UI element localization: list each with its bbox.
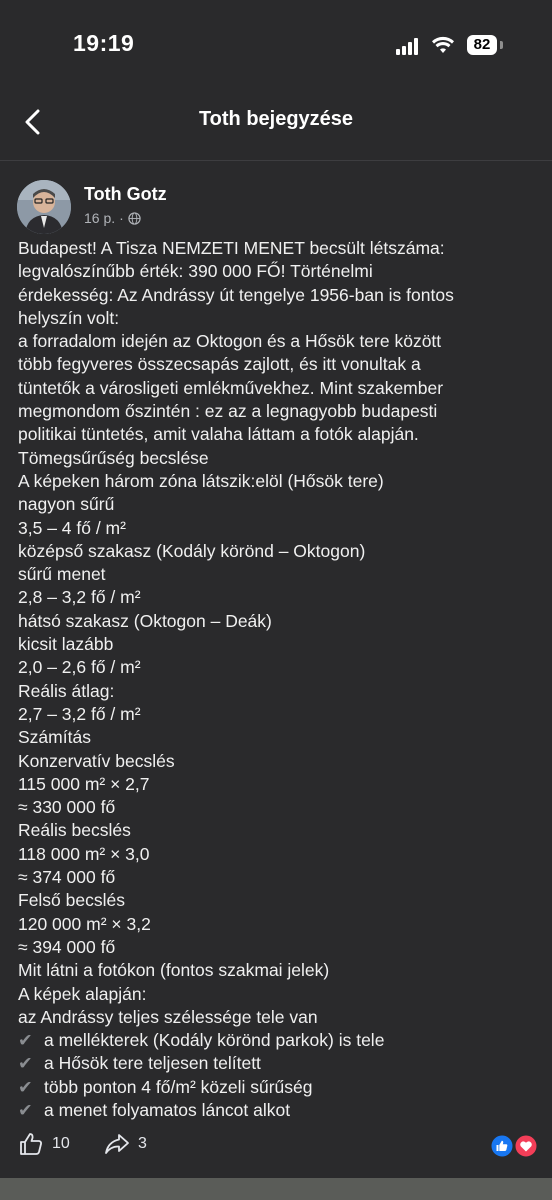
background-photo-strip [0,1178,552,1200]
post-text-line: Tömegsűrűség becslése [18,447,209,468]
post-text-line: több fegyveres összecsapás zajlott, és itt vonultak a [18,354,421,375]
share-button[interactable] [104,1131,147,1157]
wifi-icon [431,35,455,55]
check-list-item [18,1029,538,1052]
status-bar [0,0,552,90]
battery-indicator: 82 [467,35,497,55]
post-text-line: 3,5 – 4 fő / m² [18,517,126,538]
globe-icon [128,212,141,225]
checkmark-icon: ✔ [18,1099,33,1120]
check-list-item [18,1099,538,1122]
post-text-line: 2,0 – 2,6 fő / m² [18,657,141,678]
post-text-line: sűrű menet [18,564,106,585]
status-time: 19:19 [73,30,135,56]
share-arrow-icon [104,1131,130,1157]
checkmark-icon: ✔ [18,1076,33,1097]
love-reaction-icon [515,1135,538,1158]
post-text-line: 115 000 m² × 2,7 [18,773,150,794]
post-text-line: A képek alapján: [18,983,147,1004]
cellular-signal-icon [396,37,420,55]
post-text-line: a forradalom idején az Oktogon és a Hősök tere között [18,331,442,352]
post-text-line: ≈ 394 000 fő [18,936,116,957]
post-text-line: 118 000 m² × 3,0 [18,843,150,864]
post-text-line: nagyon sűrű [18,494,115,515]
post-text-line: ≈ 374 000 fő [18,867,116,888]
header-divider [0,160,552,161]
post-text-line: kicsit lazább [18,634,114,655]
avatar[interactable] [17,180,71,234]
post-text-line: 2,7 – 3,2 fő / m² [18,703,141,724]
check-item-text: több ponton 4 fő/m² közeli sűrűség [44,1076,313,1097]
post-meta [84,210,141,226]
like-reaction-icon [491,1135,514,1158]
post-text-line: A képeken három zóna látszik:elöl (Hősök tere) [18,470,384,491]
post-text-line: érdekesség: Az Andrássy út tengelye 1956-ban is fontos [18,284,454,305]
post-text-line: politikai tüntetés, amit valaha láttam a fotók alapján. [18,424,419,445]
check-list-item [18,1052,538,1075]
post-text-line: tüntetők a városligeti emlékművekhez. Mint szakember [18,377,444,398]
page-title: Toth bejegyzése [198,108,354,130]
post-time[interactable]: 16 p. [84,210,116,226]
check-item-text: a mellékterek (Kodály körönd parkok) is tele [44,1030,385,1051]
post-text-line: Budapest! A Tisza NEMZETI MENET becsült létszáma: [18,238,445,258]
check-item-text: a Hősök tere teljesen telített [44,1053,261,1074]
checkmark-icon: ✔ [18,1053,33,1074]
post-text-line: ≈ 330 000 fő [18,797,116,818]
battery-tip [500,41,503,49]
like-button[interactable] [18,1131,70,1157]
nav-header [0,92,552,152]
post-body [18,237,538,1122]
post-author[interactable]: Toth Gotz [84,184,167,204]
post-text-line: legvalószínűbb érték: 390 000 FŐ! Történelmi [18,261,373,282]
meta-separator: · [119,210,124,226]
like-count: 10 [52,1135,70,1152]
check-item-text: a menet folyamatos láncot alkot [44,1099,291,1120]
post-text-line: középső szakasz (Kodály körönd – Oktogon) [18,540,366,561]
post-actions [0,1125,552,1170]
post-text-line: az Andrássy teljes szélessége tele van [18,1006,318,1027]
checkmark-icon: ✔ [18,1030,33,1051]
share-count: 3 [138,1135,147,1152]
thumbs-up-icon [18,1131,44,1157]
post-text-line: Mit látni a fotókon (fontos szakmai jelek) [18,960,330,981]
post-text-line: 120 000 m² × 3,2 [18,913,151,934]
post-text-line: megmondom őszintén : ez az a legnagyobb budapesti [18,401,438,422]
post-text-line: Konzervatív becslés [18,750,175,771]
reactions-summary[interactable] [489,1133,539,1159]
check-list-item [18,1076,538,1099]
post-text-line: 2,8 – 3,2 fő / m² [18,587,141,608]
post-text-line: hátsó szakasz (Oktogon – Deák) [18,610,272,631]
post-text-line: Reális becslés [18,820,131,841]
post-text-line: helyszín volt: [18,307,120,328]
post-text-line: Reális átlag: [18,680,115,701]
post-text-line: Felső becslés [18,890,125,911]
post-text-line: Számítás [18,727,91,748]
